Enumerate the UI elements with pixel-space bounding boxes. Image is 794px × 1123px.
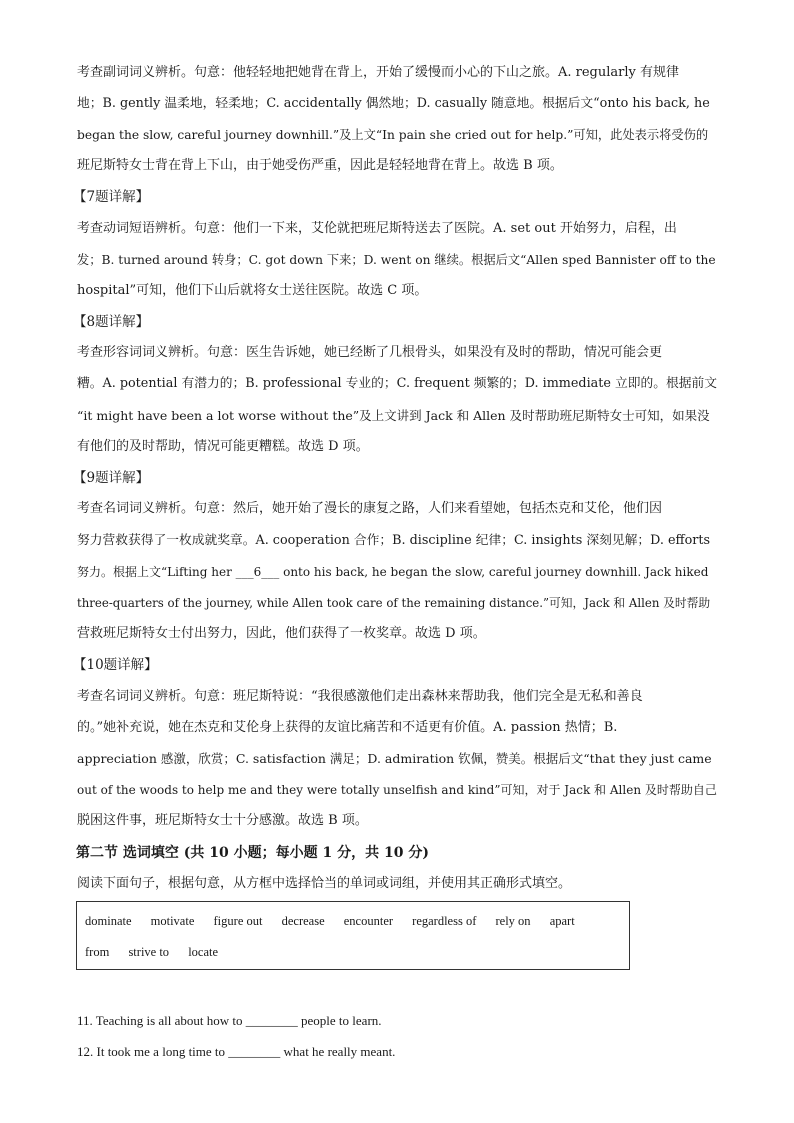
q10-heading: 【10题详解】: [73, 657, 158, 673]
question-12: 12. It took me a long time to ________ what he really meant.: [77, 1044, 396, 1059]
q9-analysis-line-5: 营救班尼斯特女士付出努力，因此，他们获得了一枚奖章。故选 D 项。: [77, 626, 486, 641]
word-option: locate: [188, 945, 219, 959]
question-11: 11. Teaching is all about how to ________ people to learn.: [77, 1013, 382, 1028]
word-option: strive to: [128, 945, 170, 959]
word-choice-box: [76, 901, 630, 970]
word-box-row-2: [85, 945, 234, 960]
word-option: rely on: [495, 914, 531, 928]
word-option: dominate: [85, 914, 132, 928]
q7-analysis-line-1: 考查动词短语辨析。句意：他们一下来，艾伦就把班尼斯特送去了医院。A. set out 开始努力，启程，出: [77, 221, 677, 236]
q7-analysis-line-3: hospital”可知，他们下山后就将女士送往医院。故选 C 项。: [77, 283, 428, 298]
word-option: regardless of: [412, 914, 477, 928]
q8-heading: 【8题详解】: [73, 314, 150, 330]
q9-heading: 【9题详解】: [73, 470, 150, 486]
word-box-row-1: [85, 914, 591, 929]
word-option: figure out: [213, 914, 263, 928]
q7-heading: 【7题详解】: [73, 189, 150, 205]
q10-analysis-line-3: appreciation 感激，欣赏；C. satisfaction 满足；D. admiration 钦佩，赞美。根据后文“that they just came: [77, 751, 712, 766]
q10-analysis-line-4: out of the woods to help me and they were totally unselfish and kind”可知，对于 Jack 和 Allen 及时帮助自己: [77, 783, 717, 797]
q6-analysis-line-2: 地；B. gently 温柔地，轻柔地；C. accidentally 偶然地；D. casually 随意地。根据后文“onto his back, he: [77, 96, 710, 111]
q9-analysis-line-1: 考查名词词义辨析。句意：然后，她开始了漫长的康复之路，人们来看望她，包括杰克和艾伦，他们因: [77, 501, 663, 516]
section-2-instruction: 阅读下面句子，根据句意，从方框中选择恰当的单词或词组，并使用其正确形式填空。: [77, 876, 572, 891]
q7-analysis-line-2: 发；B. turned around 转身；C. got down 下来；D. went on 继续。根据后文“Allen sped Bannister off to the: [77, 253, 716, 267]
q9-analysis-line-2: 努力营救获得了一枚成就奖章。A. cooperation 合作；B. discipline 纪律；C. insights 深刻见解；D. efforts: [77, 533, 711, 548]
q10-analysis-line-1: 考查名词词义辨析。句意：班尼斯特说：“我很感激他们走出森林来帮助我，他们完全是无私和善良: [77, 689, 643, 704]
q6-analysis-line-3: began the slow, careful journey downhill.”及上文“In pain she cried out for help.”可知，此处表示将受伤的: [77, 128, 709, 142]
q10-analysis-line-5: 脱困这件事，班尼斯特女士十分感激。故选 B 项。: [77, 813, 368, 828]
word-option: apart: [549, 914, 575, 928]
q6-analysis-line-4: 班尼斯特女士背在背上下山，由于她受伤严重，因此是轻轻地背在背上。故选 B 项。: [77, 158, 563, 173]
q6-analysis-line-1: 考查副词词义辨析。句意：他轻轻地把她背在背上，开始了缓慢而小心的下山之旅。A. regularly 有规律: [77, 65, 680, 80]
q9-analysis-line-4: three-quarters of the journey, while Allen took care of the remaining distance.”可知，Jack 和 Allen 及时帮助: [77, 596, 711, 610]
word-option: decrease: [281, 914, 325, 928]
q8-analysis-line-3: “it might have been a lot worse without the”及上文讲到 Jack 和 Allen 及时帮助班尼斯特女士可知，如果没: [77, 408, 710, 423]
section-2-title: 第二节 选词填空 (共 10 小题；每小题 1 分，共 10 分): [76, 845, 429, 861]
q10-analysis-line-2: 的。”她补充说，她在杰克和艾伦身上获得的友谊比痛苦和不适更有价值。A. passion 热情；B.: [77, 720, 618, 735]
q8-analysis-line-4: 有他们的及时帮助，情况可能更糟糕。故选 D 项。: [77, 439, 369, 454]
q8-analysis-line-1: 考查形容词词义辨析。句意：医生告诉她，她已经断了几根骨头，如果没有及时的帮助，情况可能会更: [77, 345, 663, 360]
word-option: from: [85, 945, 110, 959]
q8-analysis-line-2: 糟。A. potential 有潜力的；B. professional 专业的；C. frequent 频繁的；D. immediate 立即的。根据前文: [77, 376, 717, 391]
word-option: motivate: [150, 914, 195, 928]
q9-analysis-line-3: 努力。根据上文“Lifting her ___6___ onto his back, he began the slow, careful journey downhill. Jack hiked: [77, 565, 709, 579]
word-option: encounter: [343, 914, 394, 928]
